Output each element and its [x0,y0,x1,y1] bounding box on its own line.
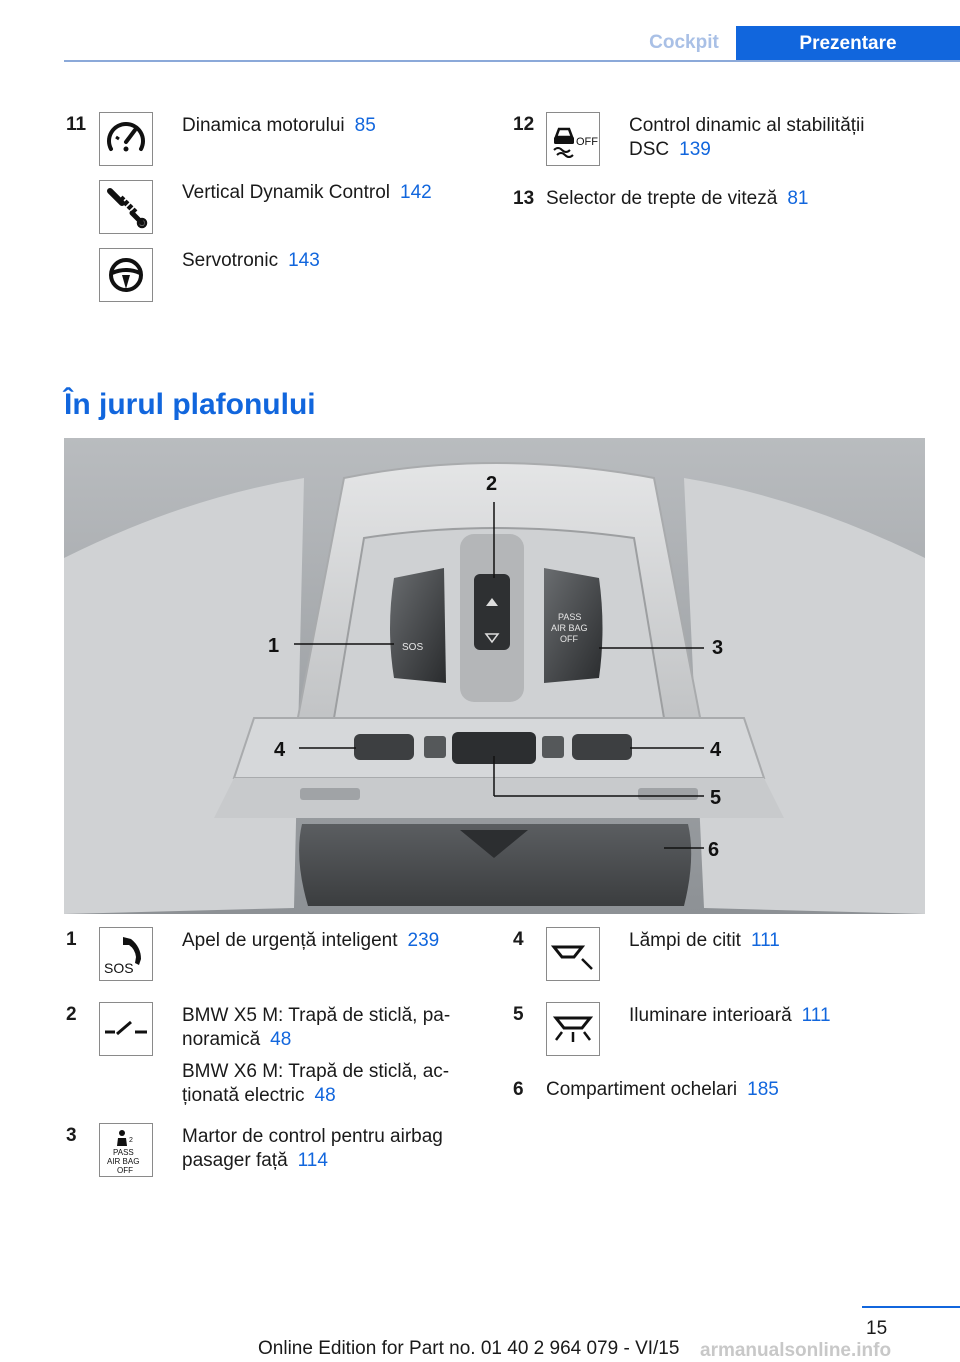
header-tab-prezentare[interactable]: Prezentare [736,26,960,62]
entry-4-text [629,929,780,953]
entry-3-text [182,1125,443,1173]
entry-11-item-3 [182,249,320,273]
entry-2-text [182,1004,450,1108]
svg-text:OFF: OFF [560,634,578,644]
roof-console-photo [64,438,925,914]
entry-2-line3: BMW X6 M: Trapă de sticlă, ac- [182,1061,450,1082]
svg-text:OFF: OFF [576,136,598,148]
sos-icon [99,927,153,981]
tachometer-icon [99,112,153,166]
entry-11-item-1 [182,114,376,138]
entry-number-2: 2 [66,1004,77,1025]
footer-edition: Online Edition for Part no. 01 40 2 964 079 - VI/15 [258,1338,680,1359]
svg-text:PASS: PASS [113,1148,134,1157]
entry-12-label-line2: DSC [629,139,670,160]
svg-text:AIR BAG: AIR BAG [551,623,588,633]
callout-6: 6 [708,839,720,861]
callout-3: 3 [712,637,724,659]
pass-airbag-off-icon [99,1123,153,1177]
entry-3-line2: pasager față [182,1150,288,1171]
page-number: 15 [866,1318,888,1339]
entry-12-text [629,114,865,162]
entry-3-line1: Martor de control pentru airbag [182,1126,443,1147]
svg-text:PASS: PASS [558,612,582,622]
entry-2-line1: BMW X5 M: Trapă de sticlă, pa- [182,1005,451,1026]
entry-number-12: 12 [513,114,535,135]
page-ref-48-a[interactable]: 48 [270,1029,292,1050]
svg-text:OFF: OFF [117,1166,133,1175]
section-title: În jurul plafonului [64,388,316,421]
entry-11-item-2 [182,181,432,205]
entry-12-label-line1: Control dinamic al stabilității [629,115,865,136]
page-ref-142[interactable]: 142 [400,182,432,203]
callout-1: 1 [268,635,280,657]
steering-wheel-icon [99,248,153,302]
entry-number-3: 3 [66,1125,77,1146]
entry-2-line2: noramică [182,1029,261,1050]
entry-2-line4: ționată electric [182,1085,305,1106]
page-ref-139[interactable]: 139 [679,139,711,160]
dsc-off-icon [546,112,600,166]
entry-1-label: Apel de urgență inteligent [182,930,398,951]
entry-6-label: Compartiment ochelari [546,1079,738,1100]
entry-11-label-3: Servotronic [182,250,279,271]
svg-text:SOS: SOS [104,960,134,976]
svg-text:AIR BAG: AIR BAG [107,1157,140,1166]
footer-rule [862,1306,960,1308]
entry-1-text [182,929,439,953]
callout-4-left: 4 [274,739,286,761]
interior-light-icon [546,1002,600,1056]
entry-5-text [629,1004,831,1028]
page-ref-143[interactable]: 143 [288,250,320,271]
entry-11-label-2: Vertical Dynamik Control [182,182,391,203]
entry-number-11: 11 [66,114,87,135]
entry-number-1: 1 [66,929,77,950]
entry-number-6: 6 [513,1079,524,1100]
page-ref-81[interactable]: 81 [787,188,809,209]
entry-4-label: Lămpi de citit [629,930,741,951]
header-rule [64,60,960,62]
page-ref-239[interactable]: 239 [407,930,440,951]
page-ref-85[interactable]: 85 [354,115,376,136]
entry-number-4: 4 [513,929,524,950]
entry-5-label: Iluminare interioară [629,1005,792,1026]
glass-roof-icon [99,1002,153,1056]
callout-4-right: 4 [710,739,722,761]
page-ref-114[interactable]: 114 [297,1150,328,1171]
page-ref-111-a[interactable]: 111 [750,930,780,951]
callout-2: 2 [486,473,498,495]
entry-13-label: Selector de trepte de viteză [546,188,778,209]
header-tab-cockpit[interactable]: Cockpit [649,32,719,53]
svg-text:2: 2 [129,1137,133,1144]
page-ref-111-b[interactable]: 111 [801,1005,831,1026]
page-ref-48-b[interactable]: 48 [314,1085,336,1106]
page-ref-185[interactable]: 185 [747,1079,779,1100]
entry-number-13: 13 [513,188,535,209]
callout-5: 5 [710,787,722,809]
svg-text:SOS: SOS [402,642,424,653]
entry-13-text [546,187,808,211]
entry-6-text [546,1078,779,1102]
footer-watermark: armanualsonline.info [700,1340,892,1361]
entry-number-5: 5 [513,1004,524,1025]
shock-absorber-icon [99,180,153,234]
entry-11-label-1: Dinamica motorului [182,115,345,136]
reading-light-icon [546,927,600,981]
